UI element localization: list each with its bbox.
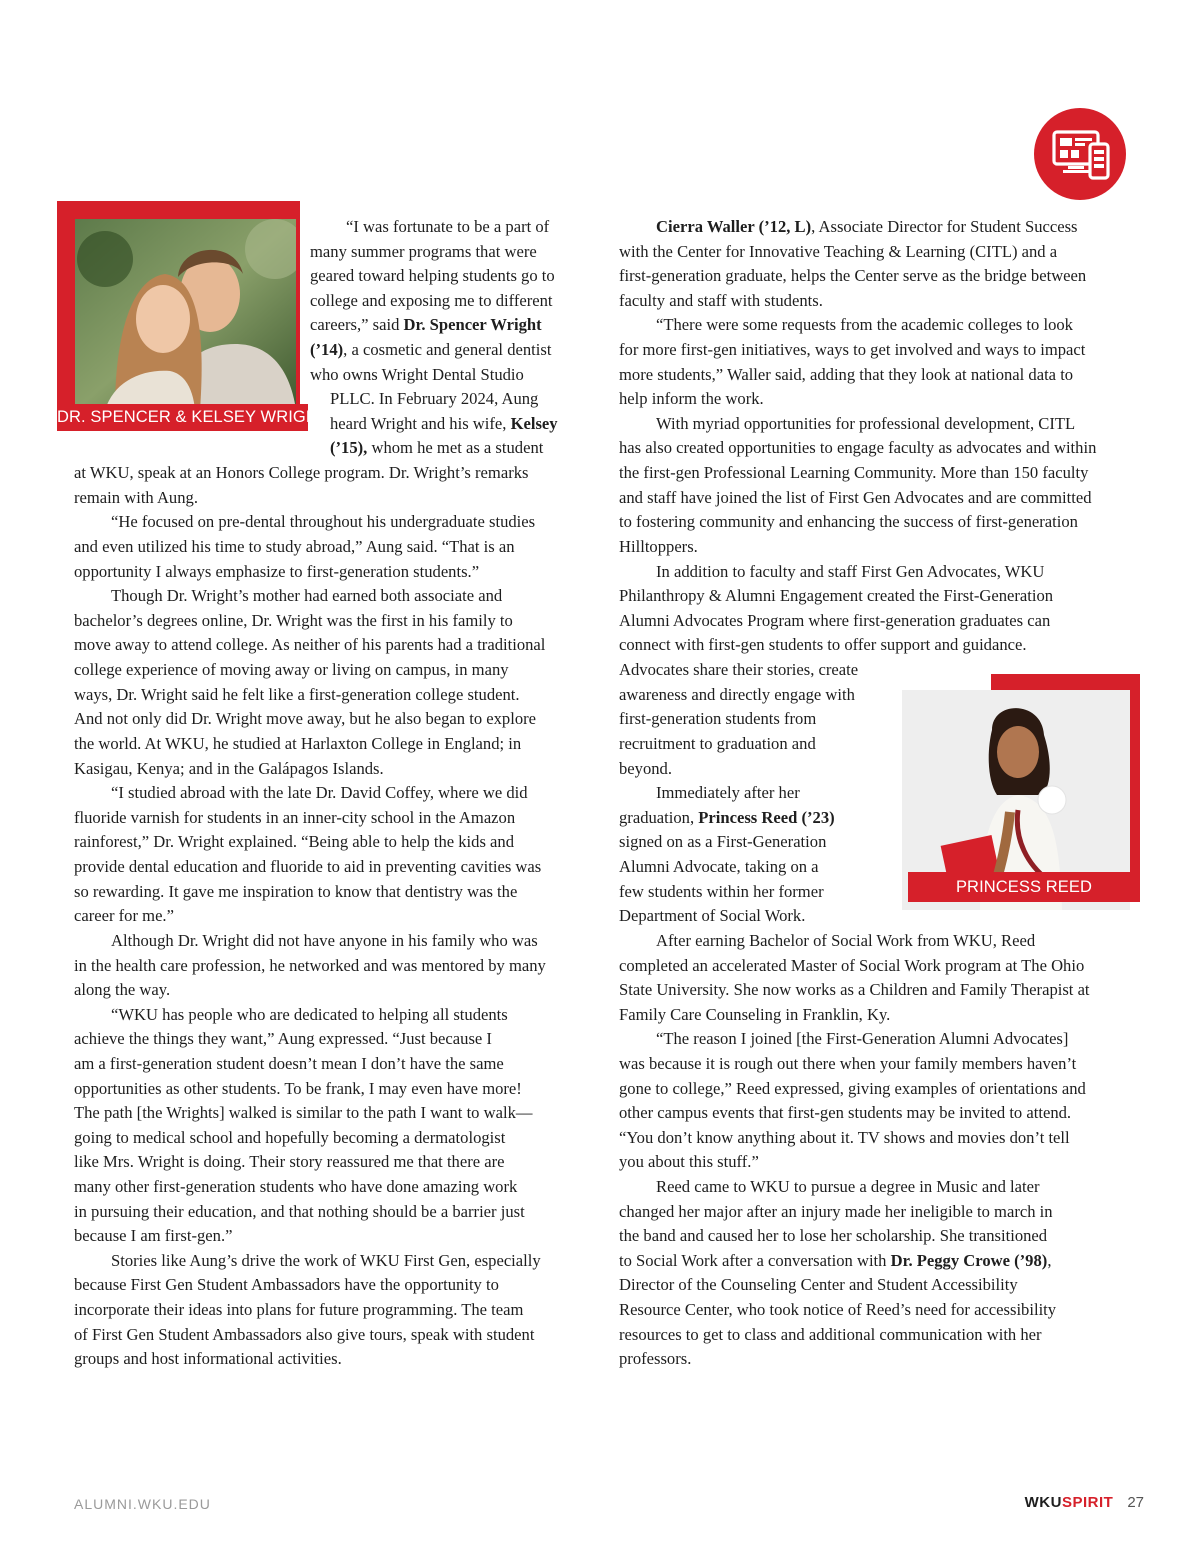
name-peggy-crowe: Dr. Peggy Crowe (’98) [890,1251,1048,1270]
text-line: And not only did Dr. Wright move away, but he also began to explore [74,709,537,728]
text-line: completed an accelerated Master of Social Work program at The Ohio [619,956,1085,975]
text-line: Reed came to WKU to pursue a degree in Music and later [656,1177,1040,1196]
text-line: Stories like Aung’s drive the work of WKU First Gen, especially [111,1251,541,1270]
text-line: “The reason I joined [the First-Generation Alumni Advocates] [656,1029,1069,1048]
text-line: “I studied abroad with the late Dr. David Coffey, where we did [111,783,528,802]
text-line: (’15), whom he met as a student [330,438,544,457]
text-line: help inform the work. [619,389,764,408]
text-line: (’14), a cosmetic and general dentist [310,340,552,359]
text-line: you about this stuff.” [619,1152,759,1171]
photo1-caption: DR. SPENCER & KELSEY WRIGHT [57,404,308,431]
text-line: move away to attend college. As neither of his parents had a traditional [74,635,546,654]
text-line: because I am first-gen.” [74,1226,233,1245]
text-line: in the health care profession, he networked and was mentored by many [74,956,546,975]
text-line: for more first-gen initiatives, ways to get involved and ways to impact [619,340,1086,359]
text-line: faculty and staff with students. [619,291,823,310]
text-line: careers,” said Dr. Spencer Wright [310,315,542,334]
name-kelsey: Kelsey [510,414,558,433]
text-line: was because it is rough out there when your family members haven’t [619,1054,1077,1073]
text-line: has also created opportunities to engage faculty as advocates and within [619,438,1097,457]
text-line: the band and caused her to lose her scholarship. She transitioned [619,1226,1048,1245]
text-line: other campus events that first-gen students may be invited to attend. [619,1103,1072,1122]
text-line: “There were some requests from the academic colleges to look [656,315,1073,334]
text-line: “He focused on pre-dental throughout his undergraduate studies [111,512,536,531]
text-line: ways, Dr. Wright said he felt like a first-generation college student. [74,685,520,704]
text-line: career for me.” [74,906,174,925]
text-line: Alumni Advocate, taking on a [619,857,819,876]
name-cierra-waller: Cierra Waller (’12, L) [656,217,812,236]
text-line: “You don’t know anything about it. TV shows and movies don’t tell [619,1128,1070,1147]
text-line: who owns Wright Dental Studio [310,365,524,384]
footer-url[interactable]: ALUMNI.WKU.EDU [74,1496,211,1512]
text-line: The path [the Wrights] walked is similar to the path I want to walk— [74,1103,533,1122]
text-line: provide dental education and fluoride to aid in preventing cavities was [74,857,542,876]
text-line: Kasigau, Kenya; and in the Galápagos Islands. [74,759,384,778]
text-line: State University. She now works as a Children and Family Therapist at [619,980,1090,999]
photo2-caption: PRINCESS REED [908,872,1140,902]
text-line: Alumni Advocates Program where first-generation graduates can [619,611,1051,630]
text-line: going to medical school and hopefully becoming a dermatologist [74,1128,506,1147]
text-line: connect with first-gen students to offer support and guidance. [619,635,1027,654]
text-line: college and exposing me to different [310,291,553,310]
text-line: signed on as a First-Generation [619,832,827,851]
text-line: first-generation graduate, helps the Center serve as the bridge between [619,266,1087,285]
text-line: the first-gen Professional Learning Community. More than 150 faculty [619,463,1089,482]
wright-couple-photo [75,219,296,410]
text-line: remain with Aung. [74,488,198,507]
text-line: like Mrs. Wright is doing. Their story reassured me that there are [74,1152,505,1171]
text-line: because First Gen Student Ambassadors have the opportunity to [74,1275,499,1294]
text-line: Philanthropy & Alumni Engagement created the First-Generation [619,586,1054,605]
text-line: with the Center for Innovative Teaching & Learning (CITL) and a [619,242,1058,261]
text-line: Cierra Waller (’12, L), Associate Director for Student Success [656,217,1078,236]
devices-badge [1034,108,1126,200]
text-line: rainforest,” Dr. Wright explained. “Being able to help the kids and [74,832,515,851]
text-line: Hilltoppers. [619,537,698,556]
text-line: Immediately after her [656,783,800,802]
text-line: Though Dr. Wright’s mother had earned both associate and [111,586,503,605]
text-line: many other first-generation students who have done amazing work [74,1177,518,1196]
text-line: In addition to faculty and staff First Gen Advocates, WKU [656,562,1045,581]
text-line: Family Care Counseling in Franklin, Ky. [619,1005,891,1024]
devices-icon [1052,130,1110,182]
text-line: first-generation students from [619,709,817,728]
text-line: resources to get to class and additional communication with her [619,1325,1042,1344]
text-line: Advocates share their stories, create [619,660,859,679]
text-line: opportunities as other students. To be frank, I may even have more! [74,1079,522,1098]
text-line: With myriad opportunities for professional development, CITL [656,414,1076,433]
text-line: and staff have joined the list of First Gen Advocates and are committed [619,488,1092,507]
text-line: to Social Work after a conversation with Dr. Peggy Crowe (’98), [619,1251,1052,1270]
text-line: fluoride varnish for students in an inner-city school in the Amazon [74,808,516,827]
text-line: many summer programs that were [310,242,537,261]
text-line: PLLC. In February 2024, Aung [330,389,539,408]
text-line: incorporate their ideas into plans for future programming. The team [74,1300,524,1319]
text-line: along the way. [74,980,171,999]
text-line: recruitment to graduation and [619,734,816,753]
name-princess-reed: Princess Reed (’23) [698,808,835,827]
brand-spirit: SPIRIT [1061,1494,1114,1511]
name-spencer-wright: Dr. Spencer Wright [403,315,542,334]
text-line: in pursuing their education, and that nothing should be a barrier just [74,1202,525,1221]
text-line: beyond. [619,759,672,778]
text-line: awareness and directly engage with [619,685,855,704]
text-line: heard Wright and his wife, Kelsey [330,414,558,433]
text-line: of First Gen Student Ambassadors also give tours, speak with student [74,1325,535,1344]
text-line: more students,” Waller said, adding that they look at national data to [619,365,1074,384]
text-line: Director of the Counseling Center and Student Accessibility [619,1275,1018,1294]
text-line: changed her major after an injury made her ineligible to march in [619,1202,1053,1221]
text-line: so rewarding. It gave me inspiration to know that dentistry was the [74,882,518,901]
text-line: geared toward helping students go to [310,266,555,285]
text-line: After earning Bachelor of Social Work from WKU, Reed [656,931,1036,950]
text-line: bachelor’s degrees online, Dr. Wright was the first in his family to [74,611,513,630]
page-number: 27 [1127,1494,1144,1511]
text-line: graduation, Princess Reed (’23) [619,808,835,827]
text-line: Department of Social Work. [619,906,806,925]
text-line: college experience of moving away or living on campus, in many [74,660,509,679]
text-line: “I was fortunate to be a part of [346,217,550,236]
text-line: groups and host informational activities. [74,1349,342,1368]
text-line: few students within her former [619,882,824,901]
text-line: achieve the things they want,” Aung expressed. “Just because I [74,1029,492,1048]
text-line: Although Dr. Wright did not have anyone in his family who was [111,931,538,950]
text-line: am a first-generation student doesn’t mean I don’t have the same [74,1054,504,1073]
brand-wku: WKU [1024,1494,1062,1511]
text-line: to fostering community and enhancing the success of first-generation [619,512,1078,531]
text-line: at WKU, speak at an Honors College program. Dr. Wright’s remarks [74,463,529,482]
footer-brand [1025,1494,1144,1511]
text-line: and even utilized his time to study abroad,” Aung said. “That is an [74,537,515,556]
text-line: “WKU has people who are dedicated to helping all students [111,1005,508,1024]
text-line: opportunity I always emphasize to first-generation students.” [74,562,480,581]
text-line: professors. [619,1349,692,1368]
text-line: gone to college,” Reed expressed, giving examples of orientations and [619,1079,1086,1098]
text-line: Resource Center, who took notice of Reed’s need for accessibility [619,1300,1057,1319]
text-line: the world. At WKU, he studied at Harlaxton College in England; in [74,734,522,753]
